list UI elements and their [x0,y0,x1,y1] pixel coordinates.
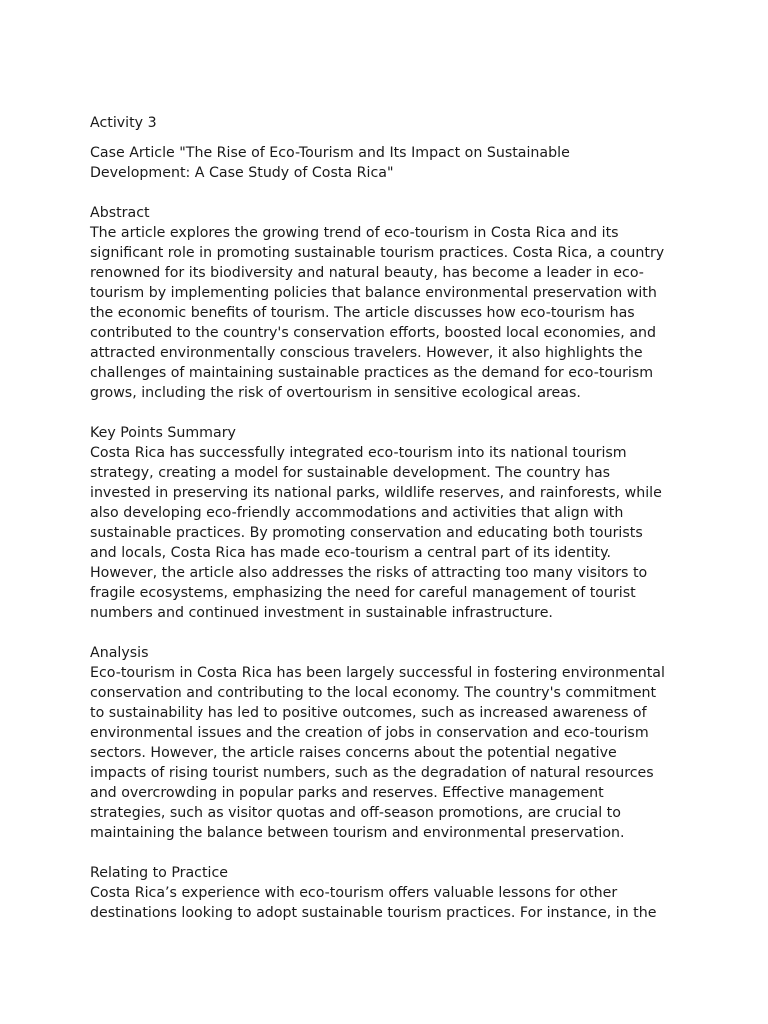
paragraph-line: the economic benefits of tourism. The article discusses how eco-tourism has [90,305,635,321]
section-heading: Abstract [90,205,150,221]
section-analysis [90,643,690,843]
document-body [90,113,690,923]
activity-label: Activity 3 [90,115,157,131]
paragraph-line: However, the article also addresses the risks of attracting too many visitors to [90,565,648,581]
paragraph-line: impacts of rising tourist numbers, such as the degradation of natural resources [90,765,654,781]
spacer [90,133,690,143]
paragraph-line: and overcrowding in popular parks and reserves. Effective management [90,785,604,801]
paragraph-line: challenges of maintaining sustainable practices as the demand for eco-tourism [90,365,654,381]
paragraph-line: grows, including the risk of overtourism in sensitive ecological areas. [90,385,581,401]
case-article-line: Case Article "The Rise of Eco-Tourism and Its Impact on Sustainable [90,145,570,161]
paragraph-line: Costa Rica’s experience with eco-tourism offers valuable lessons for other [90,885,618,901]
paragraph-line: destinations looking to adopt sustainable tourism practices. For instance, in the [90,905,657,921]
section-heading: Key Points Summary [90,425,236,441]
section-abstract [90,203,690,403]
paragraph-line: environmental issues and the creation of jobs in conservation and eco-tourism [90,725,649,741]
paragraph-line: also developing eco-friendly accommodations and activities that align with [90,505,624,521]
paragraph-line: and locals, Costa Rica has made eco-tourism a central part of its identity. [90,545,611,561]
paragraph-line: fragile ecosystems, emphasizing the need for careful management of tourist [90,585,636,601]
case-article-title [90,143,690,183]
paragraph-line: conservation and contributing to the local economy. The country's commitment [90,685,657,701]
paragraph-line: Eco-tourism in Costa Rica has been largely successful in fostering environmental [90,665,665,681]
paragraph-line: The article explores the growing trend of eco-tourism in Costa Rica and its [90,225,619,241]
paragraph-line: attracted environmentally conscious travelers. However, it also highlights the [90,345,643,361]
paragraph-line: strategy, creating a model for sustainable development. The country has [90,465,611,481]
paragraph-line: strategies, such as visitor quotas and off-season promotions, are crucial to [90,805,621,821]
paragraph-line: significant role in promoting sustainable tourism practices. Costa Rica, a country [90,245,665,261]
paragraph-line: sectors. However, the article raises concerns about the potential negative [90,745,617,761]
paragraph-line: to sustainability has led to positive outcomes, such as increased awareness of [90,705,647,721]
paragraph-line: maintaining the balance between tourism and environmental preservation. [90,825,625,841]
paragraph-line: numbers and continued investment in sustainable infrastructure. [90,605,553,621]
section-relating-to-practice [90,863,690,923]
section-heading: Analysis [90,645,149,661]
section-key-points-summary [90,423,690,623]
case-article-line: Development: A Case Study of Costa Rica" [90,165,394,181]
paragraph-line: Costa Rica has successfully integrated eco-tourism into its national tourism [90,445,627,461]
paragraph-line: invested in preserving its national parks, wildlife reserves, and rainforests, while [90,485,662,501]
spacer [90,403,690,423]
paragraph-line: sustainable practices. By promoting conservation and educating both tourists [90,525,643,541]
spacer [90,623,690,643]
spacer [90,183,690,203]
section-heading: Relating to Practice [90,865,229,881]
paragraph-line: tourism by implementing policies that balance environmental preservation with [90,285,657,301]
paragraph-line: renowned for its biodiversity and natural beauty, has become a leader in eco- [90,265,644,281]
paragraph-line: contributed to the country's conservation efforts, boosted local economies, and [90,325,657,341]
spacer [90,843,690,863]
